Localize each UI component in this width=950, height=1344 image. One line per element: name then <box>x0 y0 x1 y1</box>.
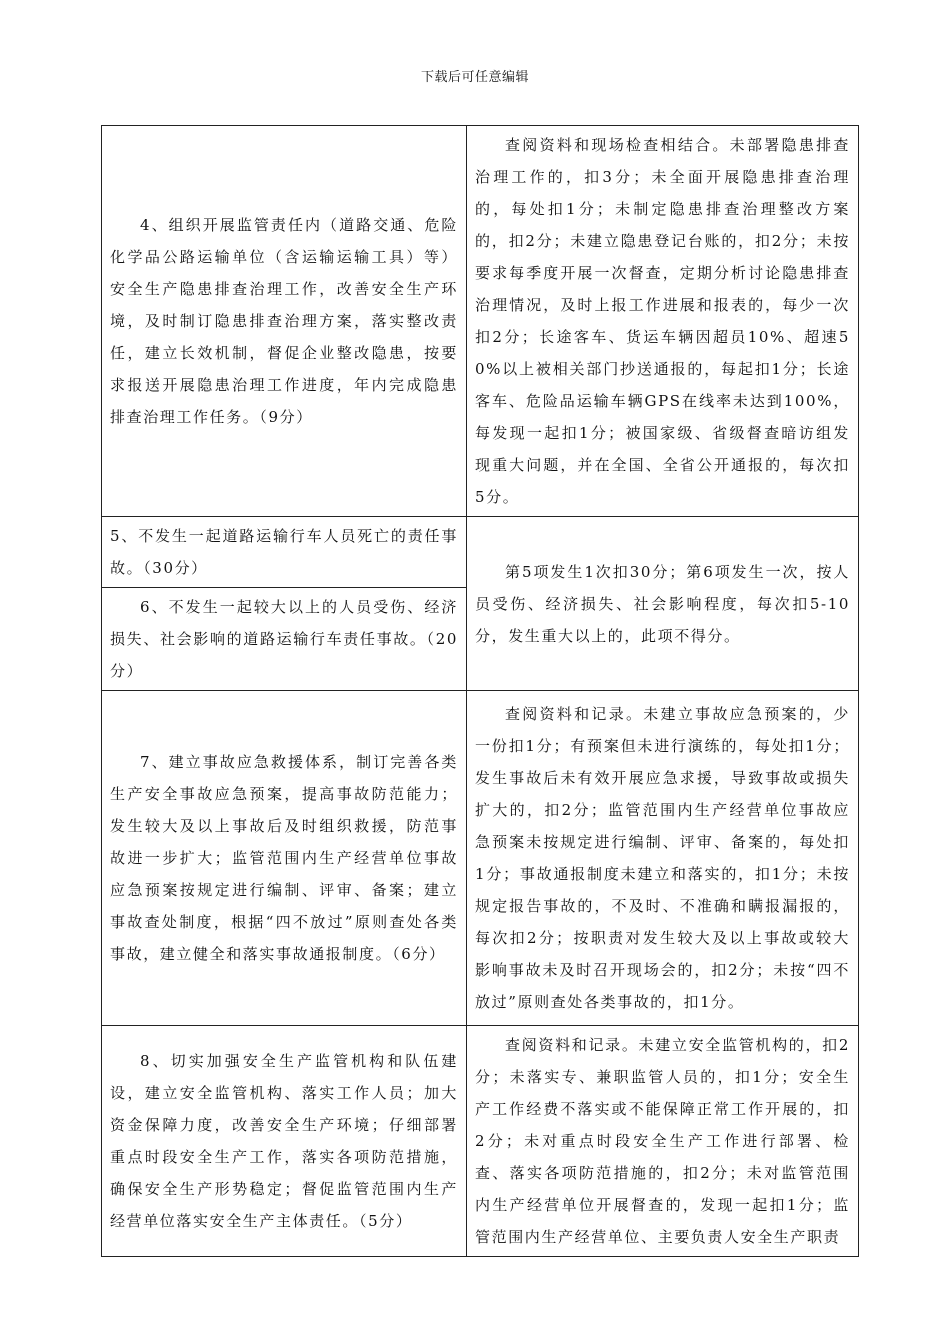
criteria-8-cell: 查阅资料和记录。未建立安全监管机构的，扣2分；未落实专、兼职监管人员的，扣1分；安全生产工作经费不落实或不能保障正常工作开展的，扣2分；未对重点时段安全生产工作进行部署、检查、落实各项防范措施的，扣2分；未对监管范围内生产经营单位开展督查的，发现一起扣1分；监管范围内生产经营单位、主要负责人安全生产职责 <box>467 1026 859 1257</box>
table-row <box>102 517 859 588</box>
item-7-cell: 7、建立事故应急救援体系，制订完善各类生产安全事故应急预案，提高事故防范能力；发生较大及以上事故后及时组织救援，防范事故进一步扩大；监管范围内生产经营单位事故应急预案按规定进行编制、评审、备案；建立事故查处制度，根据“四不放过”原则查处各类事故，建立健全和落实事故通报制度。（6分） <box>102 691 467 1026</box>
item-4-cell: 4、组织开展监管责任内（道路交通、危险化学品公路运输单位（含运输运输工具）等）安全生产隐患排查治理工作，改善安全生产环境，及时制订隐患排查治理方案，落实整改责任，建立长效机制，督促企业整改隐患，按要求报送开展隐患治理工作进度，年内完成隐患排查治理工作任务。（9分） <box>102 126 467 517</box>
item-8-cell: 8、切实加强安全生产监管机构和队伍建设，建立安全监管机构、落实工作人员；加大资金保障力度，改善安全生产环境；仔细部署重点时段安全生产工作，落实各项防范措施，确保安全生产形势稳定；督促监管范围内生产经营单位落实安全生产主体责任。（5分） <box>102 1026 467 1257</box>
table-row <box>102 126 859 517</box>
criteria-7-cell: 查阅资料和记录。未建立事故应急预案的，少一份扣1分；有预案但未进行演练的，每处扣1分；发生事故后未有效开展应急求援，导致事故或损失扩大的，扣2分；监管范围内生产经营单位事故应急预案未按规定进行编制、评审、备案的，每处扣1分；事故通报制度未建立和落实的，扣1分；未按规定报告事故的，不及时、不准确和瞒报漏报的，每次扣2分；按职责对发生较大及以上事故或较大影响事故未及时召开现场会的，扣2分；未按“四不放过”原则查处各类事故的，扣1分。 <box>467 691 859 1026</box>
item-5-cell: 5、不发生一起道路运输行车人员死亡的责任事故。（30分） <box>102 517 467 588</box>
criteria-4-cell: 查阅资料和现场检查相结合。未部署隐患排查治理工作的，扣3分；未全面开展隐患排查治理的，每处扣1分；未制定隐患排查治理整改方案的，扣2分；未建立隐患登记台账的，扣2分；未按要求每季度开展一次督查，定期分析讨论隐患排查治理情况，及时上报工作进展和报表的，每少一次扣2分；长途客车、货运车辆因超员10%、超速50%以上被相关部门抄送通报的，每起扣1分；长途客车、危险品运输车辆GPS在线率未达到100%，每发现一起扣1分；被国家级、省级督查暗访组发现重大问题，并在全国、全省公开通报的，每次扣5分。 <box>467 126 859 517</box>
page-header: 下载后可任意编辑 <box>420 70 529 85</box>
criteria-5-6-cell: 第5项发生1次扣30分；第6项发生一次，按人员受伤、经济损失、社会影响程度，每次扣5-10分，发生重大以上的，此项不得分。 <box>467 517 859 691</box>
table-row <box>102 691 859 1026</box>
item-6-cell: 6、不发生一起较大以上的人员受伤、经济损失、社会影响的道路运输行车责任事故。（20分） <box>102 588 467 691</box>
assessment-table <box>101 125 859 1257</box>
table-row <box>102 1026 859 1257</box>
